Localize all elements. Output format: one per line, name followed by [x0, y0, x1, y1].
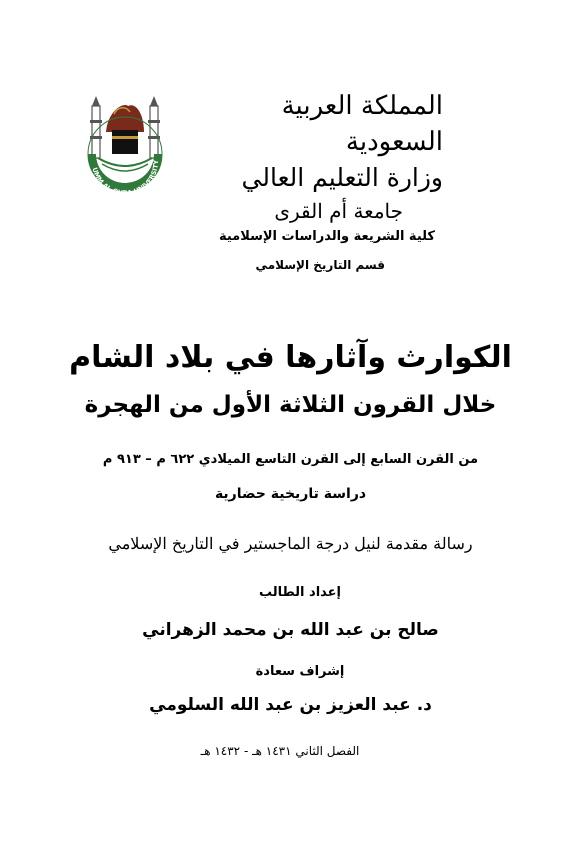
ministry-name: وزارة التعليم العالي	[241, 163, 443, 192]
academic-term: الفصل الثاني ١٤٣١ هـ - ١٤٣٢ هـ	[200, 744, 360, 758]
university-logo-icon	[78, 92, 172, 204]
study-type: دراسة تاريخية حضارية	[214, 486, 367, 502]
kingdom-name: المملكة العربية السعودية	[281, 91, 443, 157]
student-name: صالح بن عبد الله بن محمد الزهراني	[142, 620, 439, 640]
supervision-label: إشراف سعادة	[255, 664, 345, 679]
thesis-subtitle: خلال القرون الثلاثة الأول من الهجرة	[84, 392, 497, 418]
institution-header	[213, 88, 443, 276]
time-range: من القرن السابع إلى القرن التاسع الميلادي ٦٢٢ م – ٩١٣ م	[102, 452, 479, 467]
thesis-main-title: الكوارث وآثارها في بلاد الشام	[69, 340, 512, 375]
college-name: كلية الشريعة والدراسات الإسلامية	[218, 229, 435, 244]
logo-ring-text: UMM AL-QURA UNIVERSITY	[90, 159, 161, 198]
university-name: جامعة أم القرى	[274, 199, 403, 223]
degree-statement: رسالة مقدمة لنيل درجة الماجستير في التاريخ الإسلامي	[108, 534, 473, 553]
supervisor-name: د. عبد العزيز بن عبد الله السلومي	[149, 695, 432, 715]
department-name: قسم التاريخ الإسلامي	[255, 258, 385, 272]
prepared-by-label: إعداد الطالب	[258, 585, 342, 600]
